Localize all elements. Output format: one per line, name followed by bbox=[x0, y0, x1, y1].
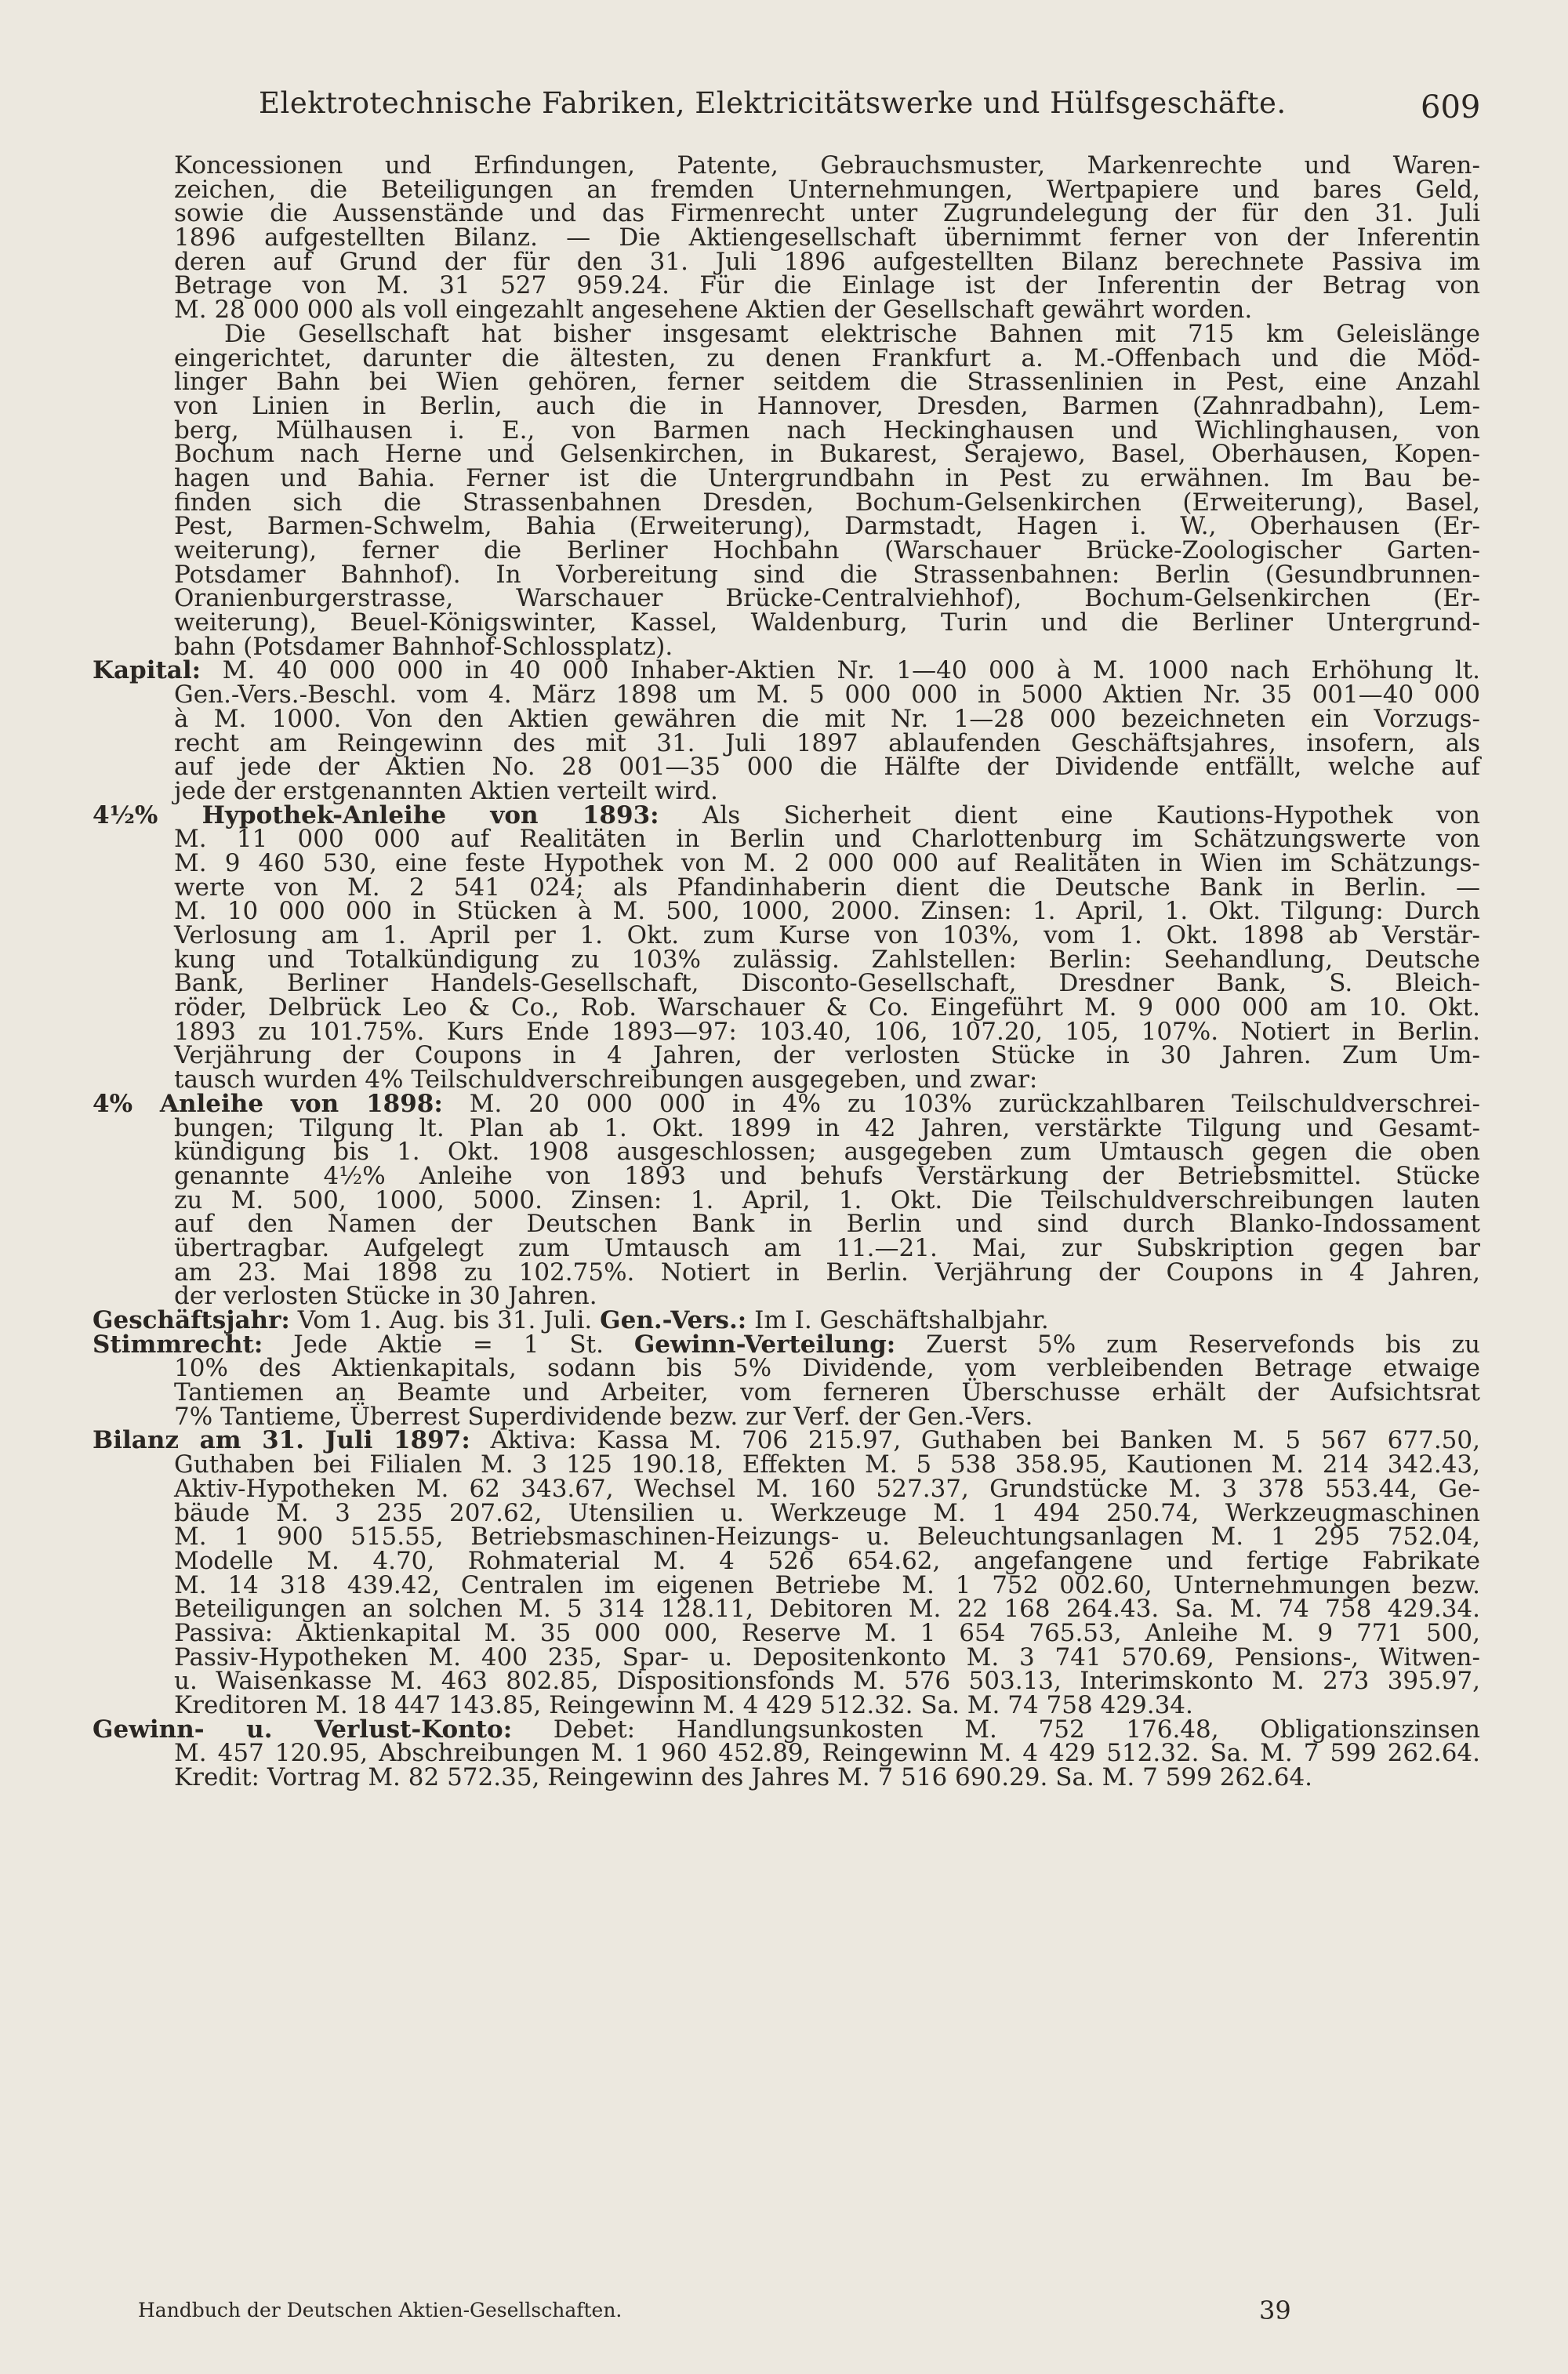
text-line: M. 28 000 000 als voll eingezahlt angesehene Aktien der Gesellschaft gewährt worden. bbox=[174, 296, 1253, 325]
text-line: deren auf Grund der für den 31. Juli 1896 aufgestellten Bilanz berechnete Passiva im bbox=[174, 247, 1480, 276]
text-line: Tantiemen an Beamte und Arbeiter, vom ferneren Überschusse erhält der Aufsichtsrat bbox=[174, 1378, 1480, 1407]
text-line: tausch wurden 4% Teilschuldverschreibungen ausgegeben, und zwar: bbox=[174, 1065, 1038, 1094]
text-line: u. Waisenkasse M. 463 802.85, Dispositionsfonds M. 576 503.13, Interimskonto M. 273 395.97, bbox=[174, 1667, 1480, 1696]
text-line: Verjährung der Coupons in 4 Jahren, der verlosten Stücke in 30 Jahren. Zum Um- bbox=[174, 1041, 1480, 1070]
text-line: berg, Mülhausen i. E., von Barmen nach Heckinghausen und Wichlinghausen, von bbox=[174, 416, 1480, 445]
section-label: 4½% Hypothek-Anleihe von 1893: bbox=[93, 800, 659, 829]
text-line: 10% des Aktienkapitals, sodann bis 5% Dividende, vom verbleibenden Betrage etwaige bbox=[174, 1354, 1480, 1383]
text-line: weiterung), ferner die Berliner Hochbahn (Warschauer Brücke-Zoologischer Garten- bbox=[174, 536, 1480, 564]
text-line: M. 10 000 000 in Stücken à M. 500, 1000, 2000. Zinsen: 1. April, 1. Okt. Tilgung: Durch bbox=[174, 897, 1480, 926]
section-label: Stimmrecht: bbox=[93, 1330, 263, 1359]
section-label: Gen.-Vers.: bbox=[600, 1306, 747, 1334]
text-line: M. 14 318 439.42, Centralen im eigenen Betriebe M. 1 752 002.60, Unternehmungen bezw. bbox=[174, 1570, 1480, 1599]
section-kapital: Kapital: M. 40 000 000 in 40 000 Inhaber-Aktien Nr. 1—40 000 à M. 1000 nach Erhöhung lt. bbox=[93, 656, 1480, 685]
text-line: kündigung bis 1. Okt. 1908 ausgeschlossen; ausgegeben zum Umtausch gegen die oben bbox=[174, 1138, 1480, 1167]
text-line: Beteiligungen an solchen M. 5 314 128.11, Debitoren M. 22 168 264.43. Sa. M. 74 758 429.34. bbox=[174, 1595, 1480, 1624]
text-line: von Linien in Berlin, auch die in Hannover, Dresden, Barmen (Zahnradbahn), Lem- bbox=[174, 391, 1480, 420]
text-line: Betrage von M. 31 527 959.24. Für die Einlage ist der Inferentin der Betrag von bbox=[174, 271, 1480, 300]
section-label: Bilanz am 31. Juli 1897: bbox=[93, 1426, 470, 1455]
section-hypothek-anleihe: 4½% Hypothek-Anleihe von 1893: Als Sicherheit dient eine Kautions-Hypothek von bbox=[93, 800, 1480, 829]
text-line: kung und Totalkündigung zu 103% zulässig. Zahlstellen: Berlin: Seehandlung, Deutsche bbox=[174, 945, 1480, 974]
section-label: Gewinn- u. Verlust-Konto: bbox=[93, 1715, 513, 1744]
signature-mark: 39 bbox=[1259, 2296, 1291, 2325]
text-line: am 23. Mai 1898 zu 102.75%. Notiert in Berlin. Verjährung der Coupons in 4 Jahren, bbox=[174, 1258, 1480, 1287]
text-line: Modelle M. 4.70, Rohmaterial M. 4 526 654.62, angefangene und fertige Fabrikate bbox=[174, 1546, 1480, 1575]
section-stimmrecht: Stimmrecht: Jede Aktie = 1 St. Gewinn-Verteilung: Zuerst 5% zum Reservefonds bis zu bbox=[93, 1330, 1480, 1359]
text-line: hagen und Bahia. Ferner ist die Untergrundbahn in Pest zu erwähnen. Im Bau be- bbox=[174, 463, 1480, 492]
text-line: der verlosten Stücke in 30 Jahren. bbox=[174, 1282, 597, 1311]
text-line: bungen; Tilgung lt. Plan ab 1. Okt. 1899 in 42 Jahren, verstärkte Tilgung und Gesamt- bbox=[174, 1113, 1480, 1142]
text-line: M. 1 900 515.55, Betriebsmaschinen-Heizungs- u. Beleuchtungsanlagen M. 1 295 752.04, bbox=[174, 1523, 1480, 1552]
text-line: à M. 1000. Von den Aktien gewähren die mit Nr. 1—28 000 bezeichneten ein Vorzugs- bbox=[174, 704, 1480, 733]
text-line: auf jede der Aktien No. 28 001—35 000 die Hälfte der Dividende entfällt, welche auf bbox=[174, 753, 1480, 782]
text-line: Aktiv-Hypotheken M. 62 343.67, Wechsel M. 160 527.37, Grundstücke M. 3 378 553.44, Ge- bbox=[174, 1474, 1480, 1503]
text-line: M. 11 000 000 auf Realitäten in Berlin und Charlottenburg im Schätzungswerte von bbox=[174, 825, 1480, 854]
text-line: linger Bahn bei Wien gehören, ferner seitdem die Strassenlinien in Pest, eine Anzahl bbox=[174, 368, 1480, 397]
section-gewinn-verlust: Gewinn- u. Verlust-Konto: Debet: Handlungsunkosten M. 752 176.48, Obligationszinsen bbox=[93, 1715, 1480, 1744]
section-label: Geschäftsjahr: bbox=[93, 1306, 290, 1334]
text-line: Kreditoren M. 18 447 143.85, Reingewinn M. 4 429 512.32. Sa. M. 74 758 429.34. bbox=[174, 1691, 1193, 1719]
running-header bbox=[0, 75, 1568, 125]
text-line: übertragbar. Aufgelegt zum Umtausch am 11.—21. Mai, zur Subskription gegen bar bbox=[174, 1233, 1480, 1262]
text-line: M. 9 460 530, eine feste Hypothek von M. 2 000 000 auf Realitäten in Wien im Schätzungs- bbox=[174, 848, 1480, 877]
section-geschaeftsjahr: Geschäftsjahr: Vom 1. Aug. bis 31. Juli. Gen.-Vers.: Im I. Geschäftshalbjahr. bbox=[93, 1306, 1049, 1334]
text-line: röder, Delbrück Leo & Co., Rob. Warschauer & Co. Eingeführt M. 9 000 000 am 10. Okt. bbox=[174, 993, 1480, 1022]
page-footer bbox=[0, 2294, 1568, 2325]
text-line: weiterung), Beuel-Königswinter, Kassel, Waldenburg, Turin und die Berliner Untergrund- bbox=[174, 608, 1480, 637]
text-line: M. 457 120.95, Abschreibungen M. 1 960 452.89, Reingewinn M. 4 429 512.32. Sa. M. 7 599 262.64. bbox=[174, 1739, 1480, 1768]
text-line: Verlosung am 1. April per 1. Okt. zum Kurse von 103%, vom 1. Okt. 1898 ab Verstär- bbox=[174, 921, 1480, 949]
section-label: 4% Anleihe von 1898: bbox=[93, 1089, 443, 1118]
text-line: recht am Reingewinn des mit 31. Juli 1897 ablaufenden Geschäftsjahres, insofern, als bbox=[174, 728, 1480, 757]
text-line: Passiv-Hypotheken M. 400 235, Spar- u. Depositenkonto M. 3 741 570.69, Pensions-, Witwen- bbox=[174, 1643, 1480, 1672]
text-line: auf den Namen der Deutschen Bank in Berlin und sind durch Blanko-Indossament bbox=[174, 1210, 1480, 1239]
text-line: eingerichtet, darunter die ältesten, zu denen Frankfurt a. M.-Offenbach und die Möd- bbox=[174, 343, 1480, 372]
section-label: Kapital: bbox=[93, 656, 201, 685]
text-line: finden sich die Strassenbahnen Dresden, Bochum-Gelsenkirchen (Erweiterung), Basel, bbox=[174, 488, 1480, 517]
text-line: Gen.-Vers.-Beschl. vom 4. März 1898 um M. 5 000 000 in 5000 Aktien Nr. 35 001—40 000 bbox=[174, 681, 1480, 710]
text-line: Kredit: Vortrag M. 82 572.35, Reingewinn des Jahres M. 7 516 690.29. Sa. M. 7 599 262.64. bbox=[174, 1763, 1313, 1792]
source-line: Handbuch der Deutschen Aktien-Gesellschaften. bbox=[138, 2299, 622, 2321]
text-line: Pest, Barmen-Schwelm, Bahia (Erweiterung), Darmstadt, Hagen i. W., Oberhausen (Er- bbox=[174, 512, 1480, 541]
body-text bbox=[93, 151, 1480, 1792]
running-title: Elektrotechnische Fabriken, Elektricitätswerke und Hülfsgeschäfte. bbox=[259, 86, 1287, 120]
text-line: Bochum nach Herne und Gelsenkirchen, in Bukarest, Serajewo, Basel, Oberhausen, Kopen- bbox=[174, 440, 1480, 469]
text-line: sowie die Aussenstände und das Firmenrecht unter Zugrundelegung der für den 31. Juli bbox=[174, 199, 1480, 228]
section-bilanz: Bilanz am 31. Juli 1897: Aktiva: Kassa M. 706 215.97, Guthaben bei Banken M. 5 567 677.50, bbox=[93, 1426, 1480, 1455]
section-anleihe-1898: 4% Anleihe von 1898: M. 20 000 000 in 4% zu 103% zurückzahlbaren Teilschuldverschrei- bbox=[93, 1089, 1480, 1118]
text-line: jede der erstgenannten Aktien verteilt wird. bbox=[174, 776, 718, 805]
text-line: zu M. 500, 1000, 5000. Zinsen: 1. April, 1. Okt. Die Teilschuldverschreibungen lauten bbox=[174, 1185, 1480, 1214]
text-line: Die Gesellschaft hat bisher insgesamt elektrische Bahnen mit 715 km Geleislänge bbox=[224, 319, 1480, 348]
text-line: zeichen, die Beteiligungen an fremden Unternehmungen, Wertpapiere und bares Geld, bbox=[174, 175, 1480, 204]
text-line: 1896 aufgestellten Bilanz. — Die Aktiengesellschaft übernimmt ferner von der Inferentin bbox=[174, 223, 1480, 252]
text-line: genannte 4½% Anleihe von 1893 und behufs Verstärkung der Betriebsmittel. Stücke bbox=[174, 1161, 1480, 1190]
section-label: Gewinn-Verteilung: bbox=[633, 1330, 896, 1359]
text-line: Potsdamer Bahnhof). In Vorbereitung sind die Strassenbahnen: Berlin (Gesundbrunnen- bbox=[174, 560, 1480, 589]
text-line: bahn (Potsdamer Bahnhof-Schlossplatz). bbox=[174, 632, 673, 661]
text-line: 7% Tantieme, Überrest Superdividende bezw. zur Verf. der Gen.-Vers. bbox=[174, 1402, 1033, 1431]
text-line: Bank, Berliner Handels-Gesellschaft, Disconto-Gesellschaft, Dresdner Bank, S. Bleich- bbox=[174, 969, 1480, 998]
text-line: Passiva: Aktienkapital M. 35 000 000, Reserve M. 1 654 765.53, Anleihe M. 9 771 500, bbox=[174, 1618, 1480, 1647]
text-line: Oranienburgerstrasse, Warschauer Brücke-Centralviehhof), Bochum-Gelsenkirchen (Er- bbox=[174, 584, 1480, 613]
page-number: 609 bbox=[1421, 89, 1481, 125]
text-line: Koncessionen und Erfindungen, Patente, Gebrauchsmuster, Markenrechte und Waren- bbox=[174, 151, 1480, 180]
text-line: 1893 zu 101.75%. Kurs Ende 1893—97: 103.40, 106, 107.20, 105, 107%. Notiert in Berlin. bbox=[174, 1017, 1480, 1046]
text-line: bäude M. 3 235 207.62, Utensilien u. Werkzeuge M. 1 494 250.74, Werkzeugmaschinen bbox=[174, 1498, 1480, 1527]
text-line: werte von M. 2 541 024; als Pfandinhaberin dient die Deutsche Bank in Berlin. — bbox=[174, 873, 1480, 902]
text-line: Guthaben bei Filialen M. 3 125 190.18, Effekten M. 5 538 358.95, Kautionen M. 214 342.43, bbox=[174, 1450, 1480, 1479]
